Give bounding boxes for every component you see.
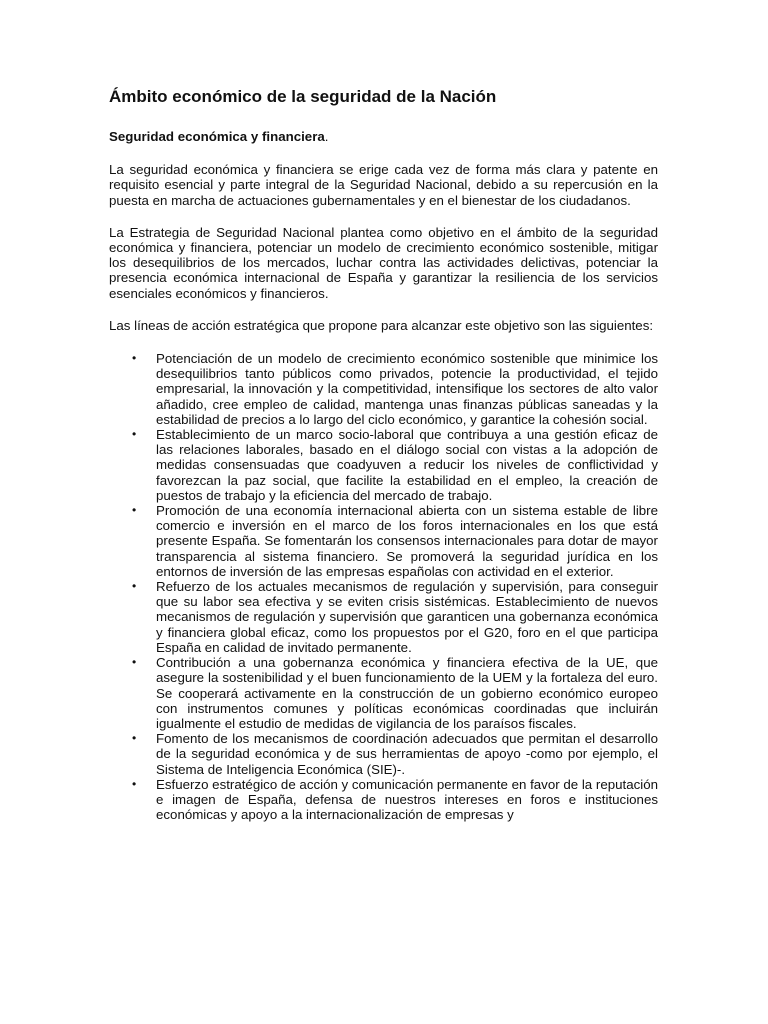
list-item-text: Potenciación de un modelo de crecimiento económico sostenible que minimice los desequilibrios tanto públicos como privados, potencie la productividad, el tejido empresarial, la innovación y la competitividad, intensifique los sectores de alto valor añadido, cree empleo de calidad, mantenga unas finanzas públicas saneadas y la estabilidad de precios a lo largo del ciclo económico, y garantice la cohesión social.	[156, 351, 658, 427]
paragraph-lines-intro: Las líneas de acción estratégica que propone para alcanzar este objetivo son las siguientes:	[109, 317, 654, 333]
list-item	[109, 427, 658, 503]
page-title: Ámbito económico de la seguridad de la Nación	[109, 87, 497, 106]
list-item-text: Promoción de una economía internacional abierta con un sistema estable de libre comercio e inversión en el marco de los foros internacionales en los que está presente España. Se fomentarán los consensos internacionales para dotar de mayor transparencia al sistema financiero. Se promoverá la seguridad jurídica en los entornos de inversión de las empresas españolas con actividad en el exterior.	[156, 503, 658, 579]
list-item	[109, 655, 658, 731]
list-item-text: Establecimiento de un marco socio-laboral que contribuya a una gestión eficaz de las relaciones laborales, basado en el diálogo social con vistas a la adopción de medidas consensuadas que coadyuven a reducir los niveles de conflictividad y favorezcan la paz social, que facilite la estabilidad en el empleo, la creación de puestos de trabajo y la eficiencia del mercado de trabajo.	[156, 427, 658, 503]
document-page	[109, 86, 658, 822]
list-item-text: Esfuerzo estratégico de acción y comunicación permanente en favor de la reputación e imagen de España, defensa de nuestros intereses en foros e instituciones económicas y apoyo a la internacionalización de empresas y	[156, 776, 658, 823]
bullet-icon: •	[132, 776, 137, 791]
bullet-icon: •	[132, 655, 137, 670]
list-item-text: Fomento de los mecanismos de coordinación adecuados que permitan el desarrollo de la seguridad económica y de sus herramientas de apoyo -como por ejemplo, el Sistema de Inteligencia Económica (SIE)-.	[156, 731, 658, 777]
list-item	[109, 351, 658, 427]
list-item	[109, 579, 658, 655]
section-subtitle-bold: Seguridad económica y financiera	[109, 129, 325, 144]
bullet-icon: •	[132, 351, 137, 366]
bullet-icon: •	[132, 503, 137, 518]
list-item	[109, 503, 658, 579]
list-item-text: Contribución a una gobernanza económica y financiera efectiva de la UE, que asegure la sostenibilidad y el buen funcionamiento de la UEM y la fortaleza del euro. Se cooperará activamente en la construcción de un gobierno económico europeo con instrumentos comunes y políticas económicas coordinadas que incluirán igualmente el estudio de medidas de vigilancia de los paraísos fiscales.	[156, 655, 658, 731]
list-item	[109, 731, 658, 777]
list-item-text: Refuerzo de los actuales mecanismos de regulación y supervisión, para conseguir que su labor sea efectiva y se eviten crisis sistémicas. Establecimiento de nuevos mecanismos de regulación y supervisión que garanticen una gobernanza económica y financiera global eficaz, como los propuestos por el G20, foro en el que participa España en calidad de invitado permanente.	[156, 579, 658, 655]
bullet-icon: •	[132, 731, 137, 746]
paragraph-strategy: La Estrategia de Seguridad Nacional plantea como objetivo en el ámbito de la seguridad económica y financiera, potenciar un modelo de crecimiento económico sostenible, mitigar los desequilibrios de los mercados, luchar contra las actividades delictivas, potenciar la presencia económica internacional de España y garantizar la resiliencia de los servicios esenciales económicos y financieros.	[109, 224, 658, 301]
bullet-icon: •	[132, 427, 137, 442]
list-item	[109, 777, 658, 823]
action-lines-list	[109, 351, 658, 822]
section-subtitle-suffix: .	[324, 129, 329, 144]
paragraph-intro: La seguridad económica y financiera se erige cada vez de forma más clara y patente en requisito esencial y parte integral de la Seguridad Nacional, debido a su repercusión en la puesta en marcha de actuaciones gubernamentales y en el bienestar de los ciudadanos.	[109, 162, 658, 208]
section-subtitle	[109, 129, 658, 144]
bullet-icon: •	[132, 579, 137, 594]
